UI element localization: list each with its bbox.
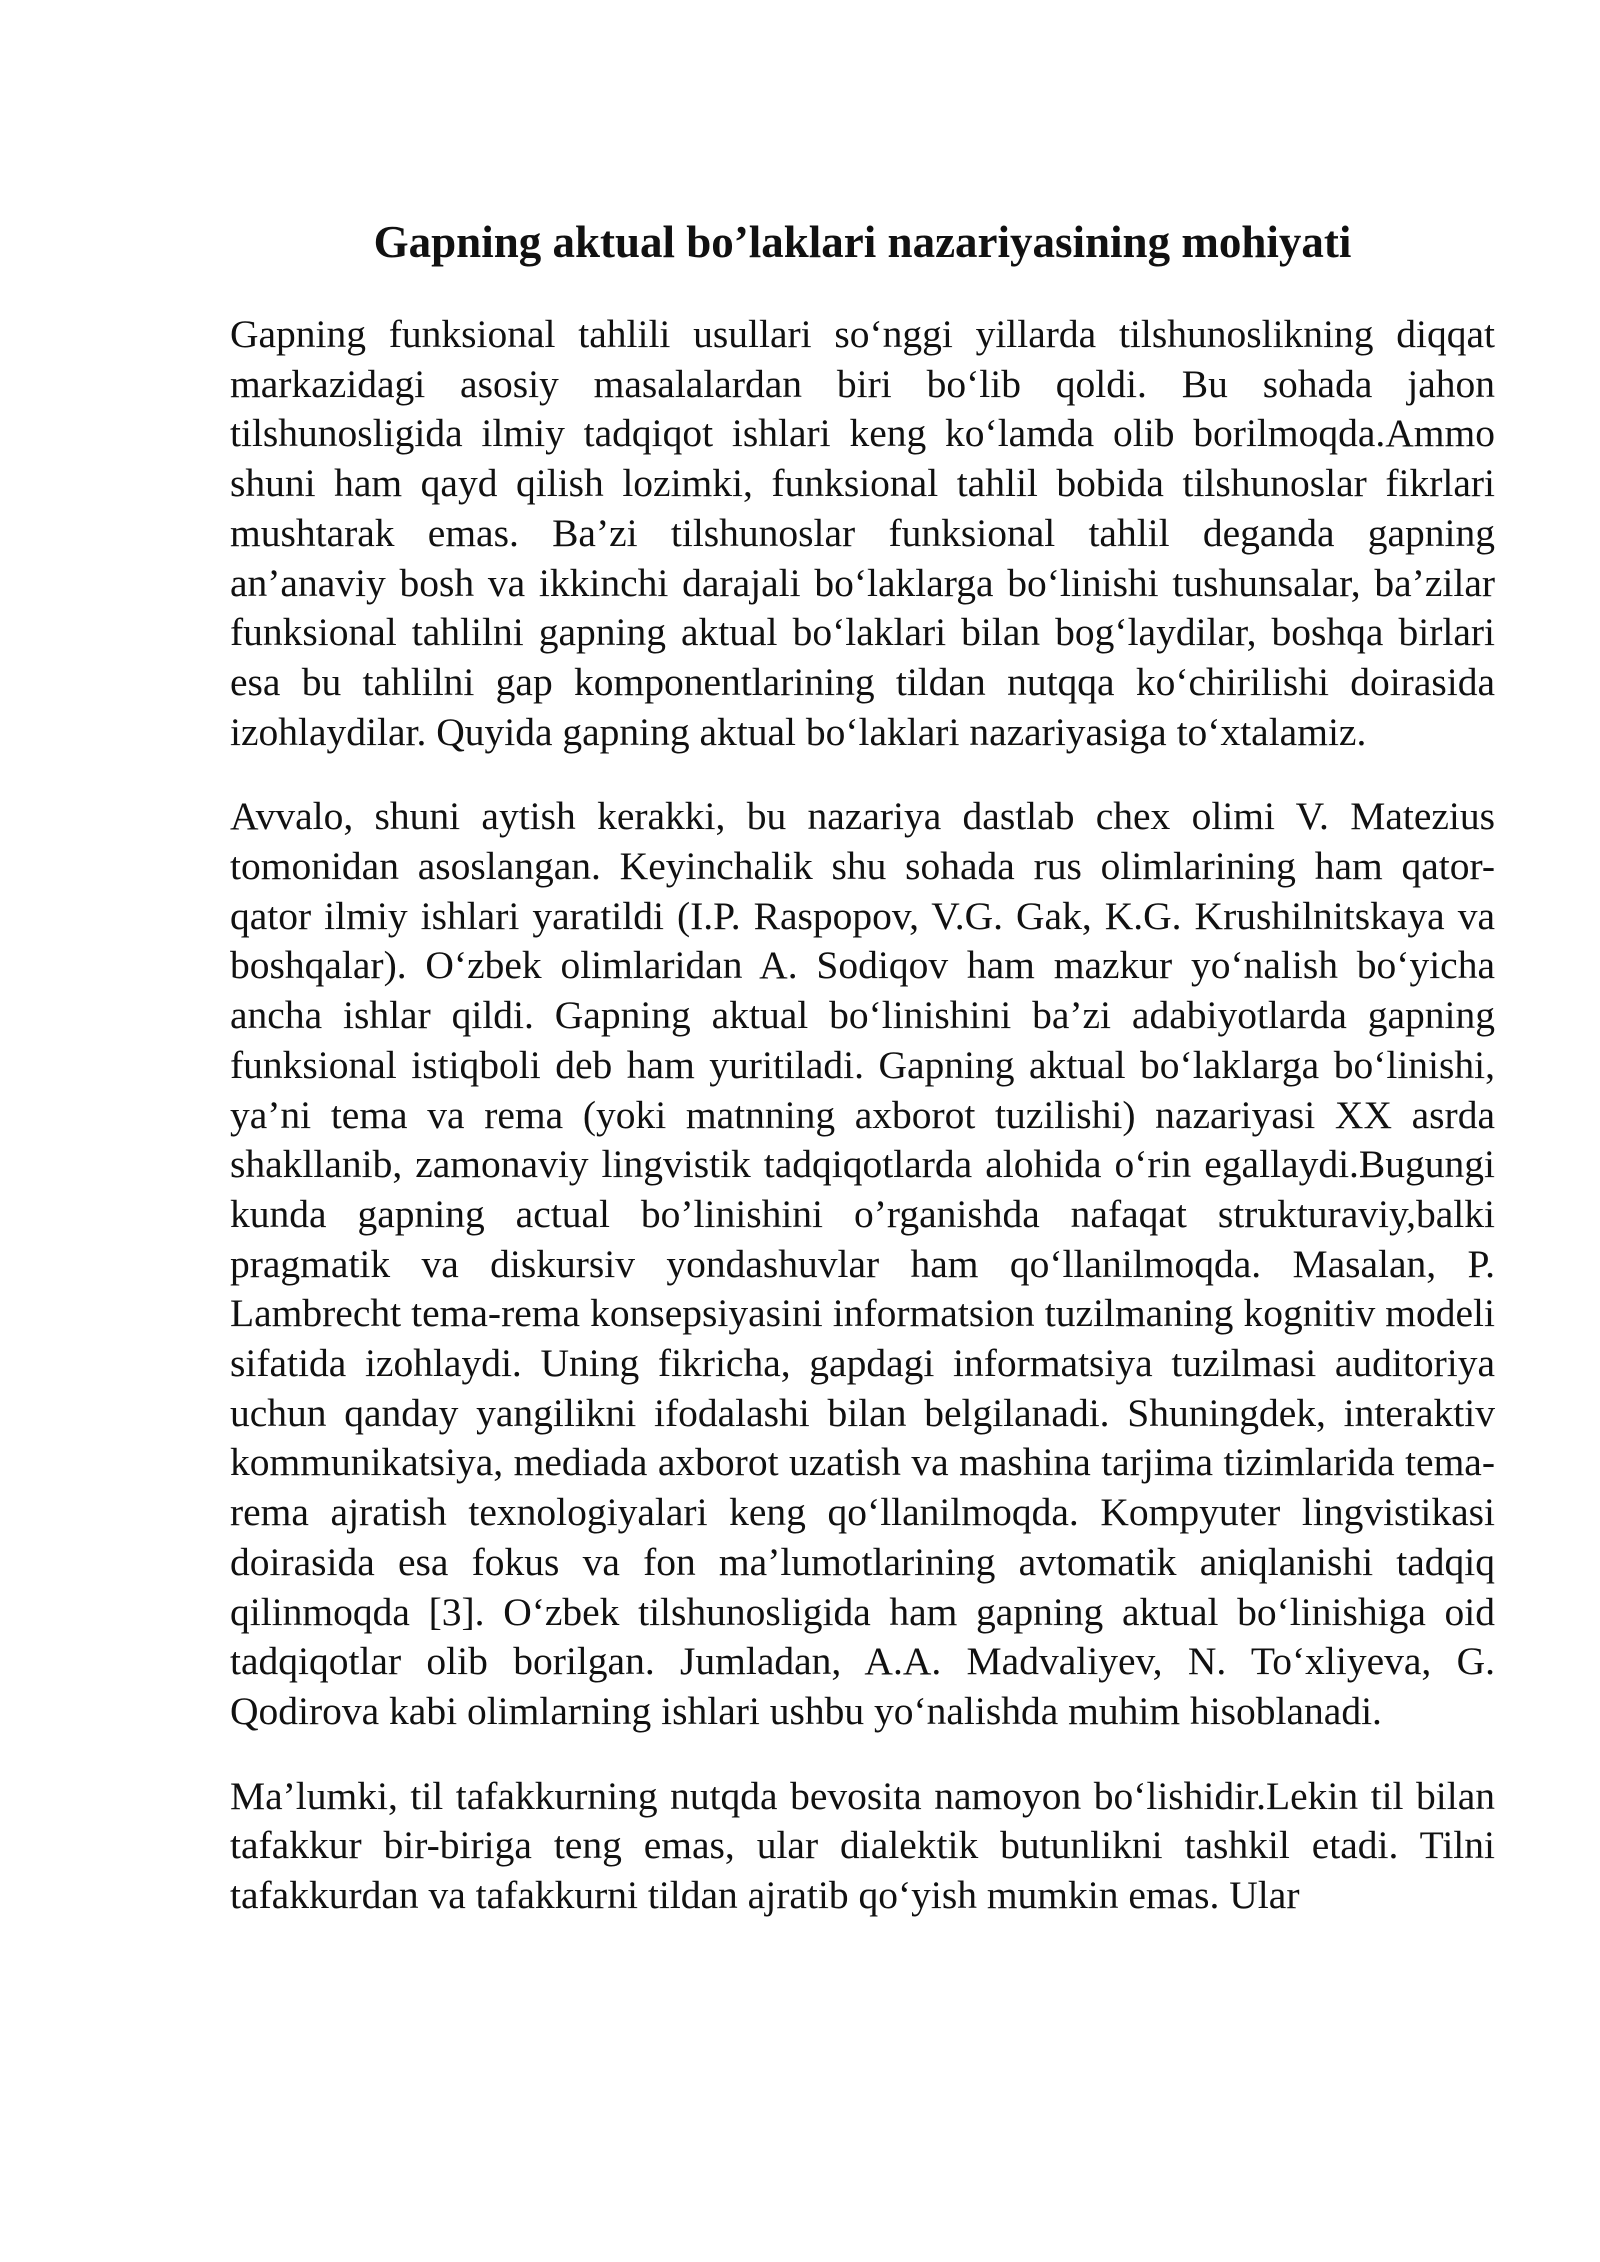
document-body (230, 310, 1495, 1956)
paragraph-history: Avvalo, shuni aytish kerakki, bu nazariya dastlab chex olimi V. Matezius tomonidan asoslangan. Keyinchalik shu sohada rus olimlarining ham qator-qator ilmiy ishlari yaratildi (I.P. Raspopov, V.G. Gak, K.G. Krushilnitskaya va boshqalar). O‘zbek olimlaridan A. Sodiqov ham mazkur yo‘nalish bo‘yicha ancha ishlar qildi. Gapning aktual bo‘linishini ba’zi adabiyotlarda gapning funksional istiqboli deb ham yuritiladi. Gapning aktual bo‘laklarga bo‘linishi, ya’ni tema va rema (yoki matnning axborot tuzilishi) nazariyasi XX asrda shakllanib, zamonaviy lingvistik tadqiqotlarda alohida o‘rin egallaydi.Bugungi kunda gapning actual bo’linishini o’rganishda nafaqat strukturaviy,balki pragmatik va diskursiv yondashuvlar ham qo‘llanilmoqda. Masalan, P. Lambrecht tema-rema konsepsiyasini informatsion tuzilmaning kognitiv modeli sifatida izohlaydi. Uning fikricha, gapdagi informatsiya tuzilmasi auditoriya uchun qanday yangilikni ifodalashi bilan belgilanadi. Shuningdek, interaktiv kommunikatsiya, mediada axborot uzatish va mashina tarjima tizimlarida tema-rema ajratish texnologiyalari keng qo‘llanilmoqda. Kompyuter lingvistikasi doirasida esa fokus va fon ma’lumotlarining avtomatik aniqlanishi tadqiq qilinmoqda [3]. O‘zbek tilshunosligida ham gapning aktual bo‘linishiga oid tadqiqotlar olib borilgan. Jumladan, A.A. Madvaliyev, N. To‘xliyeva, G. Qodirova kabi olimlarning ishlari ushbu yo‘nalishda muhim hisoblanadi. (230, 794, 1495, 1733)
paragraph-language-thought: Ma’lumki, til tafakkurning nutqda bevosita namoyon bo‘lishidir.Lekin til bilan tafakkur bir-biriga teng emas, ular dialektik butunlikni tashkil etadi. Tilni tafakkurdan va tafakkurni tildan ajratib qo‘yish mumkin emas. Ular (230, 1773, 1495, 1918)
paragraph-intro: Gapning funksional tahlili usullari so‘nggi yillarda tilshunoslikning diqqat markazidagi asosiy masalalardan biri bo‘lib qoldi. Bu sohada jahon tilshunosligida ilmiy tadqiqot ishlari keng ko‘lamda olib borilmoqda.Ammo shuni ham qayd qilish lozimki, funksional tahlil bobida tilshunoslar fikrlari mushtarak emas. Ba’zi tilshunoslar funksional tahlil deganda gapning an’anaviy bosh va ikkinchi darajali bo‘laklarga bo‘linishi tushunsalar, ba’zilar funksional tahlilni gapning aktual bo‘laklari bilan bog‘laydilar, boshqa birlari esa bu tahlilni gap komponentlarining tildan nutqqa ko‘chirilishi doirasida izohlaydilar. Quyida gapning aktual bo‘laklari nazariyasiga to‘xtalamiz. (230, 312, 1495, 754)
document-title: Gapning aktual bo’laklari nazariyasining mohiyati (373, 217, 1352, 267)
